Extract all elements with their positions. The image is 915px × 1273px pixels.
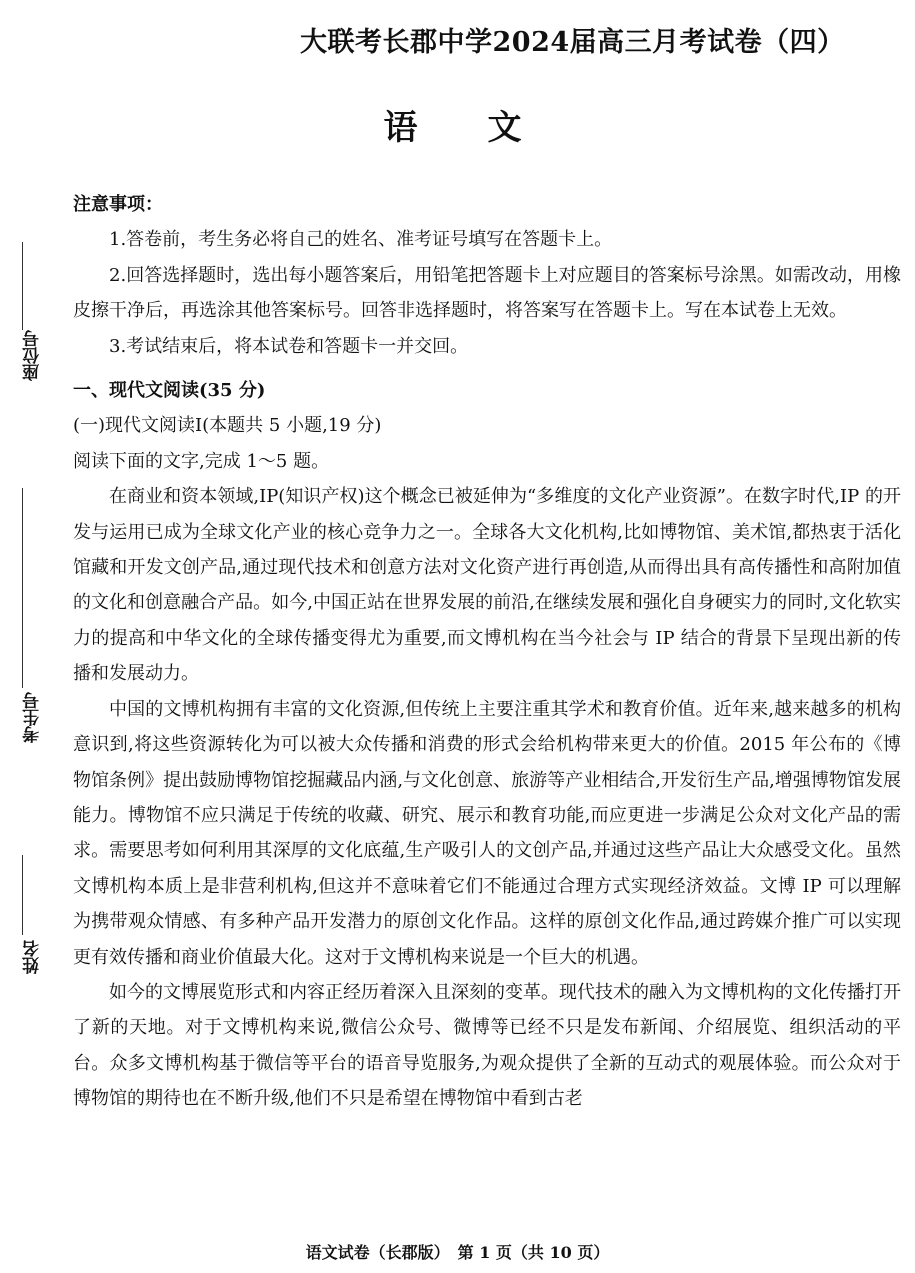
passage-paragraph: 如今的文博展览形式和内容正经历着深入且深刻的变革。现代技术的融入为文博机构的文化传播打开了新的天地。对于文博机构来说,微信公众号、微博等已经不只是发布新闻、介绍展览、组织活动的平台。众多文博机构基于微信等平台的语音导览服务,为观众提供了全新的互动式的观展体验。而公众对于博物馆的期待也在不断升级,他们不只是希望在博物馆中看到古老 [73,981,901,1110]
notice-heading: 注意事项： [73,194,163,215]
notice-item: 1.答卷前，考生务必将自己的姓名、准考证号填写在答题卡上。 [109,229,613,251]
seat-number-line [22,242,23,330]
notice-item: 3.考试结束后，将本试卷和答题卡一并交回。 [109,335,469,357]
section-subheading: (一)现代文阅读Ⅰ(本题共 5 小题,19 分) [73,415,382,437]
passage-paragraph: 在商业和资本领域,IP(知识产权)这个概念已被延伸为“多维度的文化产业资源”。在数字时代,IP 的开发与运用已成为全球文化产业的核心竞争力之一。全球各大文化机构,比如博物馆、美术馆,都热衷于活化馆藏和开发文创产品,通过现代技术和创意方法对文化资产进行再创造,从而得出具有高传播性和高附加值的文化和创意融合产品。如今,中国正站在世界发展的前沿,在继续发展和强化自身硬实力的同时,文化软实力的提高和中华文化的全球传播变得尤为重要,而文博机构在当今社会与 IP 结合的背景下呈现出新的传播和发展动力。 [73,486,901,685]
subject-title: 语文 [383,108,592,148]
binding-margin [0,0,60,1273]
reading-instruction: 阅读下面的文字,完成 1～5 题。 [73,450,330,472]
reading-passage [73,479,901,1116]
exam-number-line [22,488,23,688]
seat-number-label: 座位号 [23,330,43,381]
section-heading: 一、现代文阅读(35 分) [73,380,266,402]
name-label: 姓名 [23,940,43,974]
page-footer: 语文试卷（长郡版） 第 1 页（共 10 页） [305,1243,610,1262]
exam-title: 大联考长郡中学2024届高三月考试卷（四） [300,27,845,58]
name-line [22,855,23,935]
exam-number-label: 考生号 [23,692,43,743]
notice-item: 2.回答选择题时，选出每小题答案后，用铅笔把答题卡上对应题目的答案标号涂黑。如需改动，用橡皮擦干净后，再选涂其他答案标号。回答非选择题时，将答案写在答题卡上。写在本试卷上无效。 [73,264,901,322]
passage-paragraph: 中国的文博机构拥有丰富的文化资源,但传统上主要注重其学术和教育价值。近年来,越来越多的机构意识到,将这些资源转化为可以被大众传播和消费的形式会给机构带来更大的价值。2015 年公布的《博物馆条例》提出鼓励博物馆挖掘藏品内涵,与文化创意、旅游等产业相结合,开发衍生产品,增强博物馆发展能力。博物馆不应只满足于传统的收藏、研究、展示和教育功能,而应更进一步满足公众对文化产品的需求。需要思考如何利用其深厚的文化底蕴,生产吸引人的文创产品,并通过这些产品让大众感受文化。虽然文博机构本质上是非营利机构,但这并不意味着它们不能通过合理方式实现经济效益。文博 IP 可以理解为携带观众情感、有多种产品开发潜力的原创文化作品。这样的原创文化作品,通过跨媒介推广可以实现更有效传播和商业价值最大化。这对于文博机构来说是一个巨大的机遇。 [73,698,901,968]
exam-content [73,187,901,1117]
